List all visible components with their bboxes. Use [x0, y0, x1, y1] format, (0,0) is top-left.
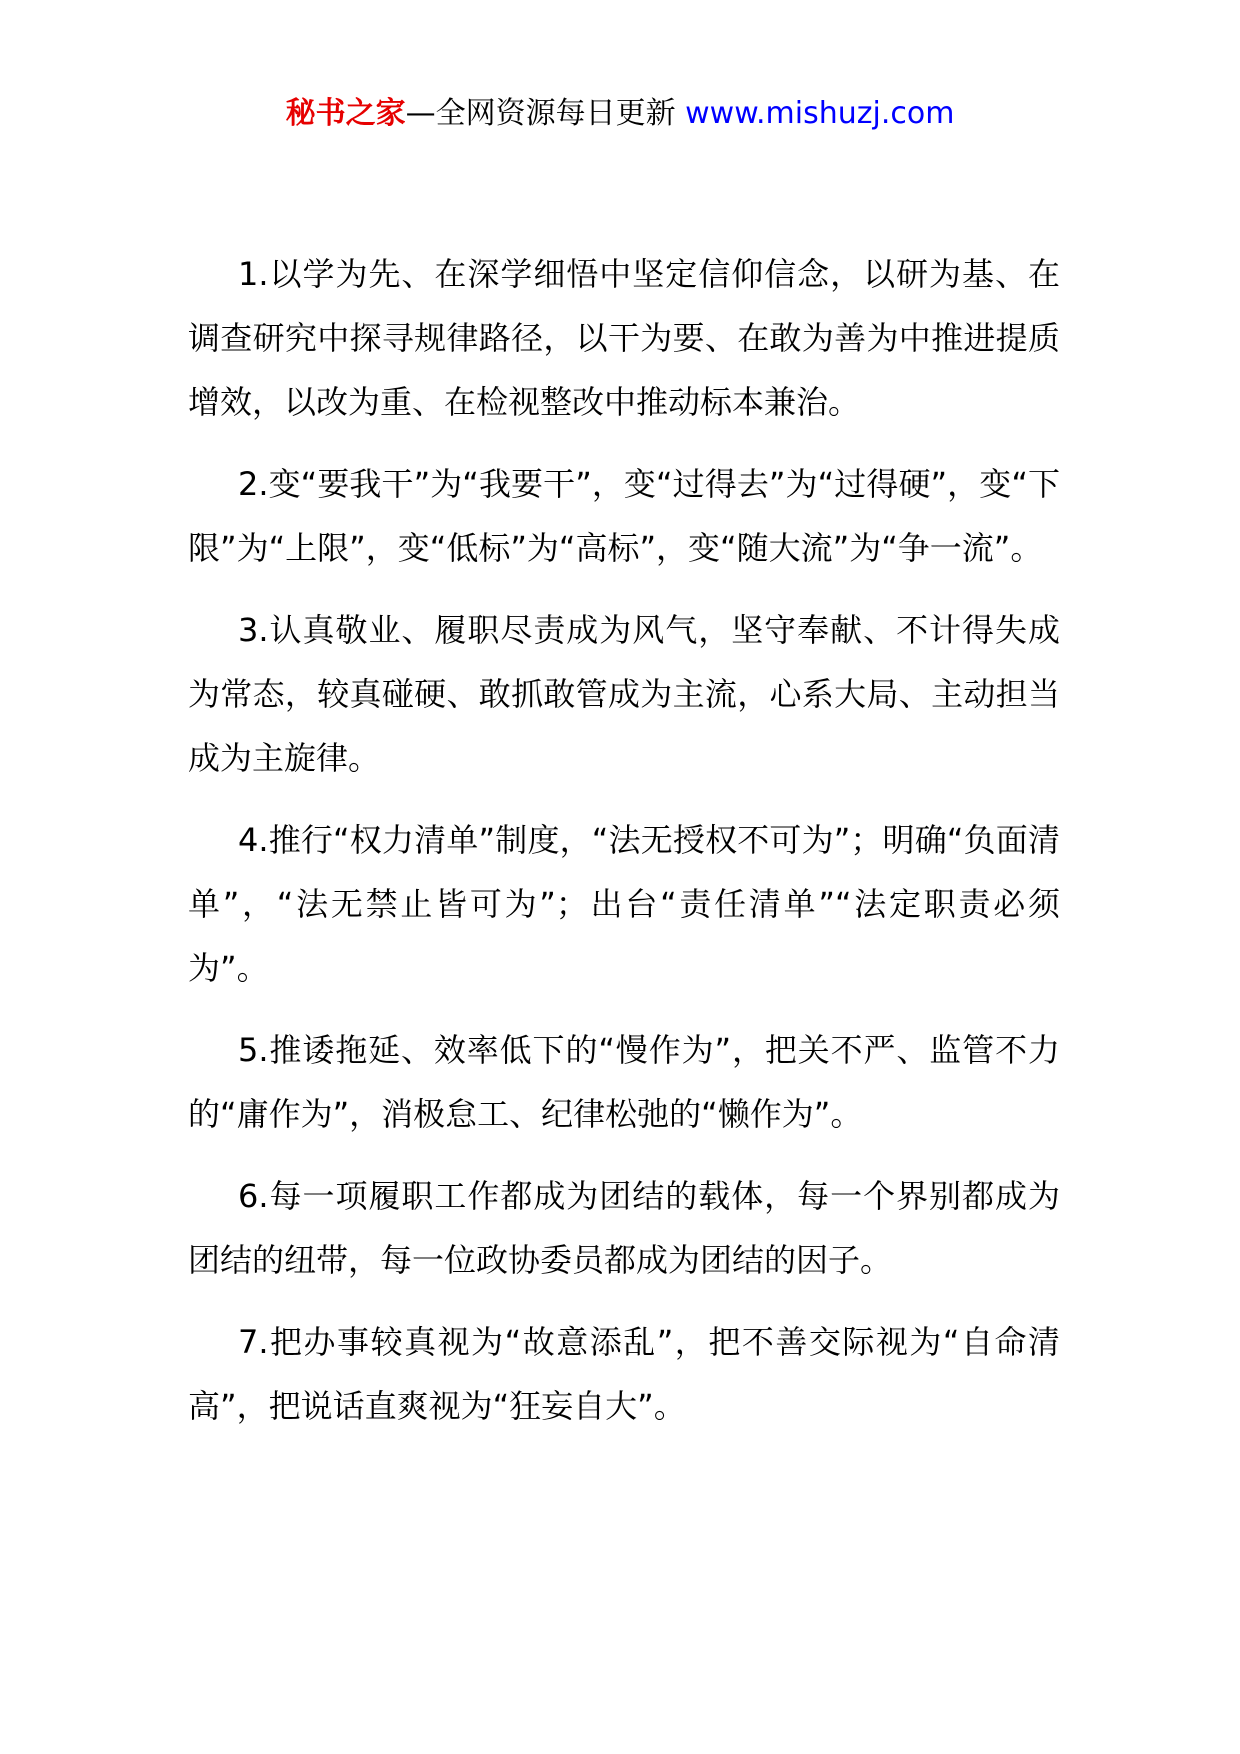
paragraph-4: 4.推行“权力清单”制度，“法无授权不可为”；明确“负面清单”，“法无禁止皆可为”；出台“责任清单”“法定职责必须为”。 — [188, 821, 1060, 987]
document-body — [188, 242, 1060, 1456]
paragraph-7: 7.把办事较真视为“故意添乱”，把不善交际视为“自命清高”，把说话直爽视为“狂妄自大”。 — [188, 1323, 1060, 1425]
brand-name: 秘书之家 — [285, 96, 406, 131]
paragraph-5: 5.推诿拖延、效率低下的“慢作为”，把关不严、监管不力的“庸作为”，消极怠工、纪律松弛的“懒作为”。 — [188, 1031, 1060, 1133]
paragraph-3: 3.认真敬业、履职尽责成为风气，坚守奉献、不计得失成为常态，较真碰硬、敢抓敢管成为主流，心系大局、主动担当成为主旋律。 — [188, 611, 1060, 777]
page-header — [0, 94, 1240, 134]
header-tagline: —全网资源每日更新 — [405, 96, 676, 131]
site-url-link[interactable]: www.mishuzj.com — [685, 96, 955, 131]
paragraph-6: 6.每一项履职工作都成为团结的载体，每一个界别都成为团结的纽带，每一位政协委员都成为团结的因子。 — [188, 1177, 1060, 1279]
paragraph-1: 1.以学为先、在深学细悟中坚定信仰信念，以研为基、在调查研究中探寻规律路径，以干为要、在敢为善为中推进提质增效，以改为重、在检视整改中推动标本兼治。 — [188, 255, 1060, 421]
paragraph-2: 2.变“要我干”为“我要干”，变“过得去”为“过得硬”，变“下限”为“上限”，变“低标”为“高标”，变“随大流”为“争一流”。 — [188, 465, 1060, 567]
